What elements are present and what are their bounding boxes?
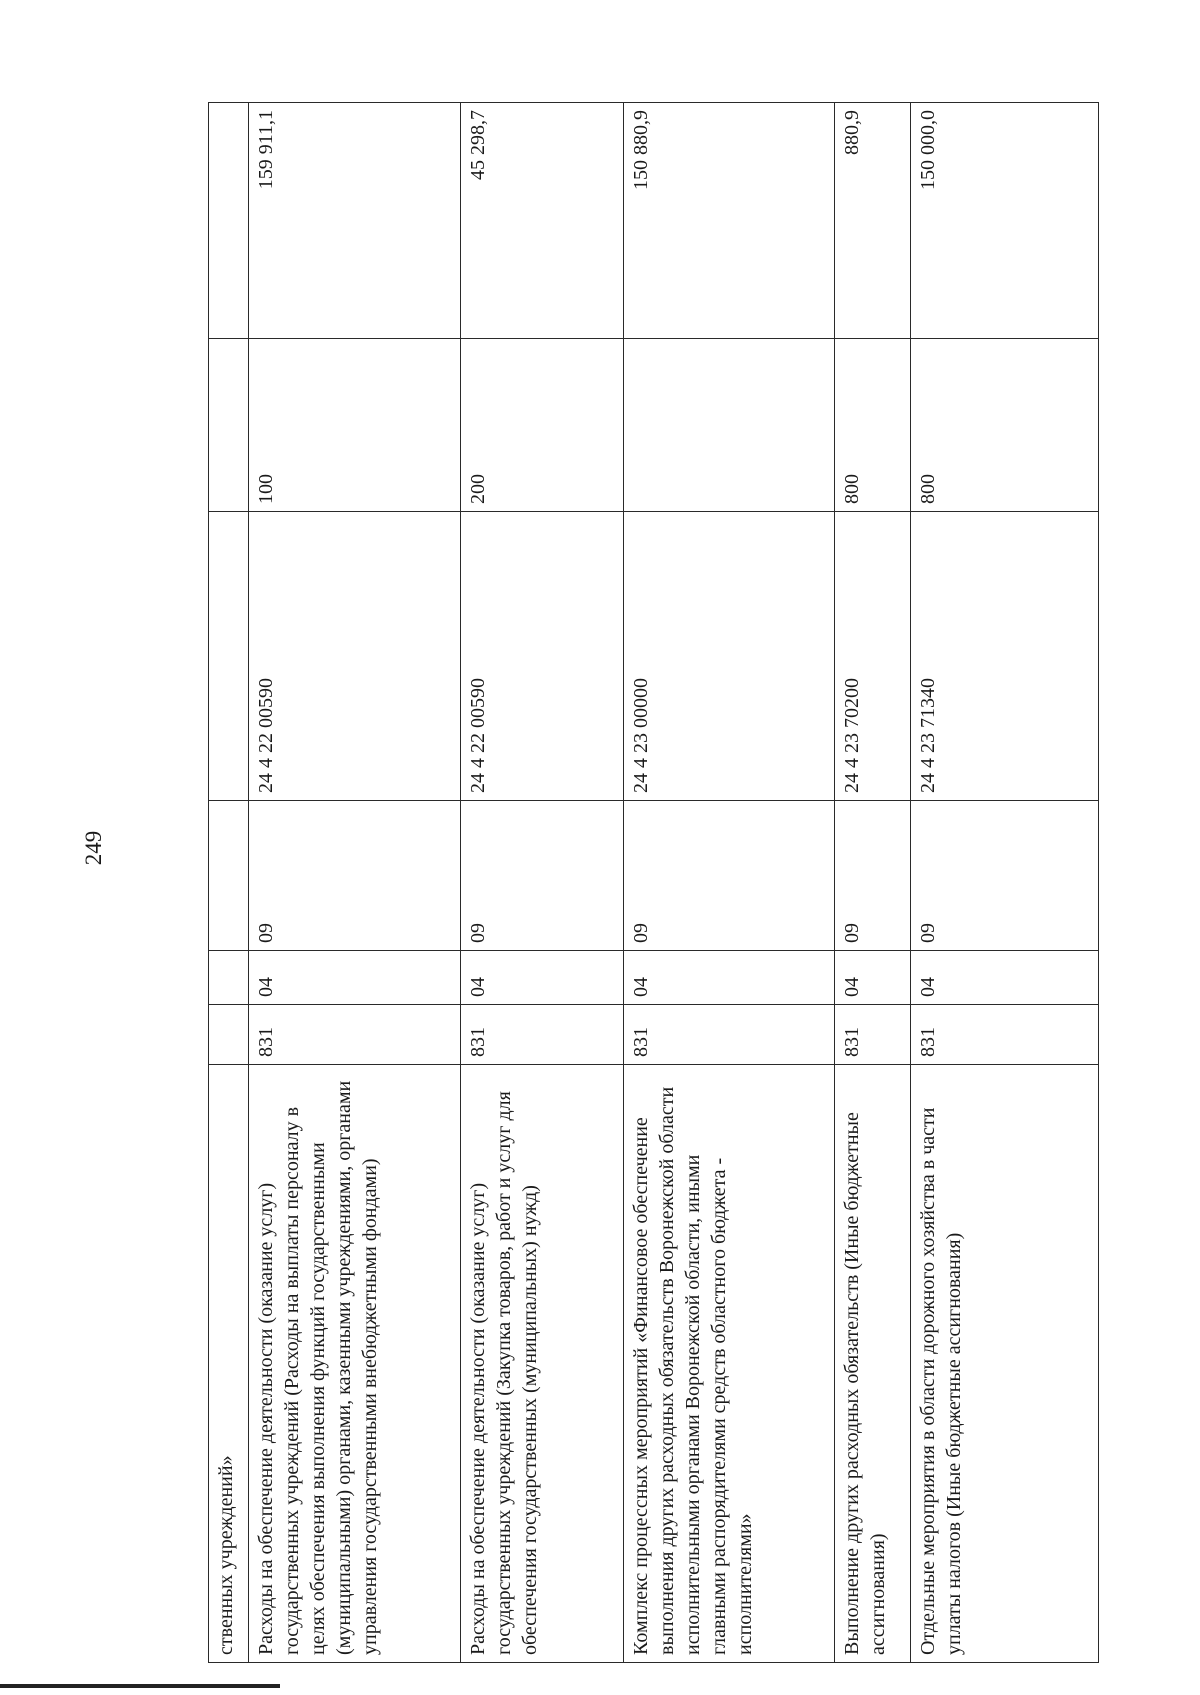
- target-item-code-cell: 24 4 23 00000: [624, 512, 835, 801]
- ministry-code-cell: 831: [249, 1005, 461, 1065]
- section-code-cell: 04: [461, 951, 624, 1005]
- table-row: [911, 103, 1099, 1663]
- section-code-cell: 04: [249, 951, 461, 1005]
- section-code-cell: 04: [835, 951, 911, 1005]
- expense-type-code-cell: 100: [249, 339, 461, 512]
- table-body: [209, 103, 1099, 1663]
- target-item-code-cell: 24 4 23 70200: [835, 512, 911, 801]
- amount-cell: [209, 103, 249, 339]
- budget-table-rotated: [208, 103, 1098, 1663]
- expense-type-code-cell: 200: [461, 339, 624, 512]
- target-item-code-cell: [209, 512, 249, 801]
- table-row: [461, 103, 624, 1663]
- subsection-code-cell: [209, 801, 249, 951]
- footer-rule: [0, 1684, 280, 1688]
- target-item-code-cell: 24 4 23 71340: [911, 512, 1099, 801]
- subsection-code-cell: 09: [624, 801, 835, 951]
- target-item-code-cell: 24 4 22 00590: [249, 512, 461, 801]
- expense-type-code-cell: [624, 339, 835, 512]
- amount-cell: 45 298,7: [461, 103, 624, 339]
- subsection-code-cell: 09: [911, 801, 1099, 951]
- ministry-code-cell: 831: [461, 1005, 624, 1065]
- expense-name-cell: Выполнение других расходных обязательств (Иные бюджетные ассигнования): [835, 1065, 911, 1663]
- subsection-code-cell: 09: [249, 801, 461, 951]
- expense-name-cell: Отдельные мероприятия в области дорожного хозяйства в части уплаты налогов (Иные бюджетные ассигнования): [911, 1065, 1099, 1663]
- ministry-code-cell: 831: [911, 1005, 1099, 1065]
- page-number: 249: [81, 830, 106, 866]
- section-code-cell: 04: [911, 951, 1099, 1005]
- section-code-cell: 04: [624, 951, 835, 1005]
- expense-name-cell: Расходы на обеспечение деятельности (оказание услуг) государственных учреждений (Закупка товаров, работ и услуг для обеспечения государственных (муниципальных) нужд): [461, 1065, 624, 1663]
- amount-cell: 150 880,9: [624, 103, 835, 339]
- ministry-code-cell: 831: [624, 1005, 835, 1065]
- table-row: [209, 103, 249, 1663]
- expense-type-code-cell: 800: [911, 339, 1099, 512]
- expense-name-cell: Комплекс процессных мероприятий «Финансовое обеспечение выполнения других расходных обязательств Воронежской области исполнительными органами Воронежской области, иными главными распорядителями средств областного бюджета - исполнителями»: [624, 1065, 835, 1663]
- expense-type-code-cell: 800: [835, 339, 911, 512]
- target-item-code-cell: 24 4 22 00590: [461, 512, 624, 801]
- expense-name-cell: Расходы на обеспечение деятельности (оказание услуг) государственных учреждений (Расходы на выплаты персоналу в целях обеспечения выполнения функций государственными (муниципальными) органами, казенными учреждениями, органами управления государственными внебюджетными фондами): [249, 1065, 461, 1663]
- budget-table: [208, 102, 1099, 1663]
- ministry-code-cell: [209, 1005, 249, 1065]
- table-row: [835, 103, 911, 1663]
- table-row: [624, 103, 835, 1663]
- subsection-code-cell: 09: [461, 801, 624, 951]
- amount-cell: 880,9: [835, 103, 911, 339]
- expense-name-cell: ственных учреждений»: [209, 1065, 249, 1663]
- expense-type-code-cell: [209, 339, 249, 512]
- amount-cell: 159 911,1: [249, 103, 461, 339]
- subsection-code-cell: 09: [835, 801, 911, 951]
- amount-cell: 150 000,0: [911, 103, 1099, 339]
- table-row: [249, 103, 461, 1663]
- ministry-code-cell: 831: [835, 1005, 911, 1065]
- section-code-cell: [209, 951, 249, 1005]
